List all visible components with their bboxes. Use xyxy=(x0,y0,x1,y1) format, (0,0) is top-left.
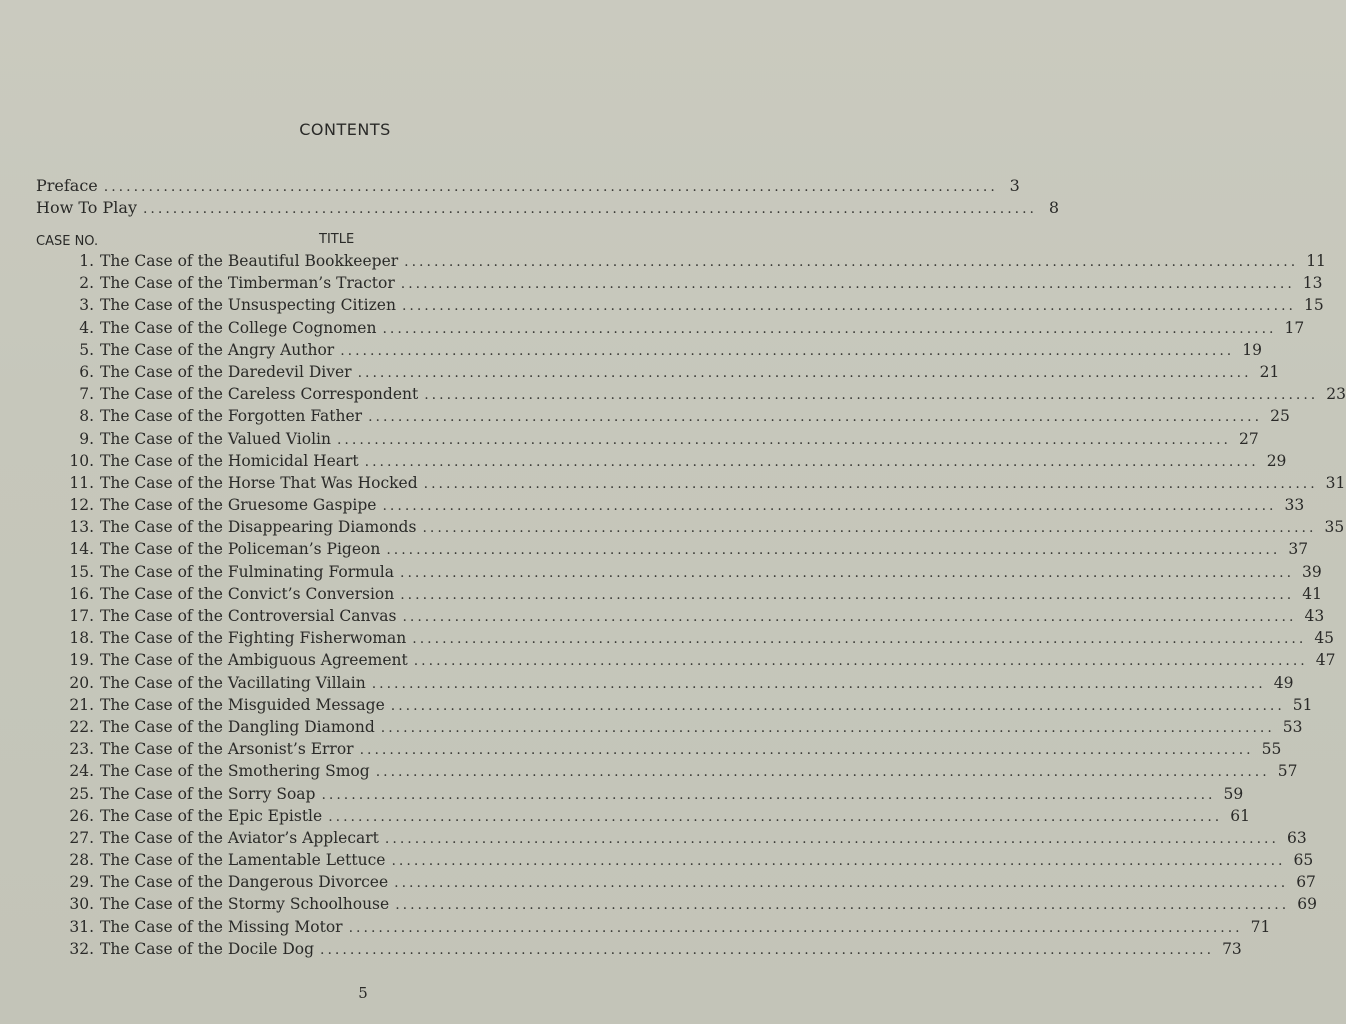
dot-leader: ........................................................................................................................ xyxy=(336,431,1231,448)
case-title: The Case of the Unsuspecting Citizen xyxy=(100,296,396,315)
case-number: 29. xyxy=(69,873,94,892)
dot-leader: ........................................................................................................................ xyxy=(328,808,1223,825)
case-row xyxy=(56,518,1345,540)
case-row xyxy=(56,407,1290,429)
case-title: The Case of the Missing Motor xyxy=(100,917,343,936)
case-row xyxy=(56,851,1314,873)
case-no-header: CASE NO. xyxy=(36,234,99,249)
case-number: 21. xyxy=(69,695,94,714)
dot-leader: ........................................................................................................................ xyxy=(321,786,1216,803)
dot-leader: ........................................................................................................................ xyxy=(371,675,1266,692)
case-number: 1. xyxy=(79,252,94,270)
case-title: The Case of the Angry Author xyxy=(100,340,335,359)
case-page: 41 xyxy=(1302,584,1322,603)
case-title: The Case of the Dangerous Divorcee xyxy=(100,873,389,892)
case-number: 30. xyxy=(69,895,94,914)
case-page: 23 xyxy=(1326,385,1346,404)
case-number: 14. xyxy=(69,540,94,559)
case-title: The Case of the Beautiful Bookkeeper xyxy=(100,252,399,270)
dot-leader: ........................................................................................................................ xyxy=(320,941,1215,958)
case-title: The Case of the Lamentable Lettuce xyxy=(100,851,386,870)
case-row xyxy=(56,473,1346,496)
case-page: 45 xyxy=(1314,629,1335,648)
case-number: 8. xyxy=(79,407,94,426)
dot-leader: ........................................................................................................................ xyxy=(402,609,1297,625)
case-title: The Case of the Gruesome Gaspipe xyxy=(100,496,377,515)
case-page: 63 xyxy=(1286,828,1307,847)
case-row xyxy=(56,784,1244,807)
case-number: 19. xyxy=(69,651,94,670)
dot-leader: ........................................................................................................................ xyxy=(400,276,1295,293)
case-row xyxy=(56,385,1346,407)
case-number: 3. xyxy=(79,296,94,315)
dot-leader: ........................................................................................................................ xyxy=(390,697,1285,714)
front-matter-list xyxy=(36,176,1060,220)
case-number: 31. xyxy=(69,917,94,936)
case-number: 6. xyxy=(79,362,94,381)
case-page: 61 xyxy=(1230,806,1250,825)
case-page: 19 xyxy=(1242,340,1262,359)
case-page: 13 xyxy=(1302,274,1323,293)
dot-leader: ........................................................................................................................ xyxy=(103,179,998,195)
case-row xyxy=(56,651,1336,673)
case-title: The Case of the Misguided Message xyxy=(100,695,385,714)
case-page: 37 xyxy=(1288,540,1309,559)
case-row xyxy=(56,740,1282,762)
case-page: 21 xyxy=(1259,362,1280,381)
case-title: The Case of the Vacillating Villain xyxy=(100,673,366,692)
case-row xyxy=(56,717,1303,740)
case-page: 31 xyxy=(1325,473,1346,492)
case-title: The Case of the Timberman’s Tractor xyxy=(100,274,395,293)
case-page: 25 xyxy=(1270,407,1290,426)
case-page: 57 xyxy=(1277,762,1298,781)
dot-leader: ........................................................................................................................ xyxy=(340,342,1235,359)
front-matter-page: 3 xyxy=(1009,176,1020,195)
case-page: 15 xyxy=(1303,296,1324,315)
dot-leader: ........................................................................................................................ xyxy=(400,586,1295,603)
dot-leader: ........................................................................................................................ xyxy=(380,719,1275,736)
dot-leader: ........................................................................................................................ xyxy=(423,475,1318,492)
case-number: 7. xyxy=(79,385,94,404)
case-title: The Case of the Stormy Schoolhouse xyxy=(100,895,390,914)
front-matter-page: 8 xyxy=(1048,198,1060,217)
case-row xyxy=(56,806,1250,829)
case-number: 26. xyxy=(69,806,94,825)
case-title: The Case of the Daredevil Diver xyxy=(100,362,352,381)
case-number: 23. xyxy=(69,740,94,759)
page-title: CONTENTS xyxy=(299,120,391,139)
case-row xyxy=(56,584,1322,607)
case-row xyxy=(56,873,1316,895)
case-title: The Case of the Controversial Canvas xyxy=(100,607,397,625)
case-row xyxy=(56,362,1280,385)
case-number: 24. xyxy=(69,762,94,781)
case-number: 17. xyxy=(69,607,94,625)
case-number: 15. xyxy=(69,562,94,581)
case-page: 29 xyxy=(1266,451,1287,470)
case-page: 59 xyxy=(1223,784,1244,803)
case-number: 22. xyxy=(69,717,94,736)
dot-leader: ........................................................................................................................ xyxy=(412,631,1307,648)
case-page: 65 xyxy=(1293,851,1314,870)
title-header: TITLE xyxy=(319,232,355,247)
case-page: 67 xyxy=(1296,873,1316,892)
dot-leader: ........................................................................................................................ xyxy=(357,364,1252,381)
case-row xyxy=(56,451,1287,474)
case-page: 73 xyxy=(1222,939,1242,958)
case-row xyxy=(56,318,1305,341)
case-page: 55 xyxy=(1261,740,1282,759)
dot-leader: ........................................................................................................................ xyxy=(142,201,1038,217)
case-number: 32. xyxy=(69,939,94,958)
case-number: 5. xyxy=(79,340,94,359)
dot-leader: ........................................................................................................................ xyxy=(382,320,1277,337)
case-number: 9. xyxy=(79,429,94,448)
case-row xyxy=(56,252,1326,274)
case-title: The Case of the Valued Violin xyxy=(100,429,331,448)
case-row xyxy=(56,939,1242,962)
case-number: 20. xyxy=(69,673,94,692)
dot-leader: ........................................................................................................................ xyxy=(413,653,1308,670)
case-title: The Case of the Careless Correspondent xyxy=(100,385,419,404)
case-row xyxy=(56,562,1322,585)
case-row xyxy=(56,274,1323,296)
dot-leader: ........................................................................................................................ xyxy=(364,453,1259,470)
case-row xyxy=(56,296,1324,318)
case-title: The Case of the Epic Epistle xyxy=(100,806,323,825)
case-title: The Case of the Smothering Smog xyxy=(100,762,370,781)
case-row xyxy=(56,540,1309,562)
case-title: The Case of the Ambiguous Agreement xyxy=(100,651,408,670)
case-title: The Case of the Dangling Diamond xyxy=(100,717,375,736)
case-number: 11. xyxy=(69,473,94,492)
case-title: The Case of the Fulminating Formula xyxy=(100,562,395,581)
case-page: 51 xyxy=(1292,695,1313,714)
front-matter-label: Preface xyxy=(36,176,98,195)
dot-leader: ........................................................................................................................ xyxy=(394,875,1289,892)
case-row xyxy=(56,429,1259,452)
case-title: The Case of the Horse That Was Hocked xyxy=(100,473,418,492)
case-page: 49 xyxy=(1273,673,1294,692)
case-row xyxy=(56,607,1325,629)
case-title: The Case of the College Cognomen xyxy=(100,318,377,337)
case-number: 27. xyxy=(69,828,94,847)
case-page: 69 xyxy=(1297,895,1317,914)
dot-leader: ........................................................................................................................ xyxy=(401,298,1296,315)
case-number: 4. xyxy=(79,318,94,337)
case-title: The Case of the Arsonist’s Error xyxy=(100,740,354,759)
case-number: 10. xyxy=(69,451,94,470)
case-row xyxy=(56,496,1305,518)
front-matter-item xyxy=(36,176,1020,198)
dot-leader: ........................................................................................................................ xyxy=(386,542,1281,559)
case-row xyxy=(56,828,1307,851)
case-row xyxy=(56,340,1262,363)
case-list xyxy=(56,252,1346,962)
case-number: 25. xyxy=(69,784,94,803)
dot-leader: ........................................................................................................................ xyxy=(382,498,1277,515)
column-headers xyxy=(36,232,658,250)
dot-leader: ........................................................................................................................ xyxy=(422,520,1317,537)
case-page: 47 xyxy=(1315,651,1336,670)
dot-leader: ........................................................................................................................ xyxy=(348,919,1243,936)
case-title: The Case of the Policeman’s Pigeon xyxy=(100,540,381,559)
case-row xyxy=(56,895,1317,917)
case-number: 12. xyxy=(69,496,94,515)
case-number: 2. xyxy=(79,274,94,293)
case-number: 18. xyxy=(69,629,94,648)
case-row xyxy=(56,673,1294,696)
case-title: The Case of the Convict’s Conversion xyxy=(100,584,395,603)
case-row xyxy=(56,629,1335,651)
case-row xyxy=(56,695,1313,718)
front-matter-label: How To Play xyxy=(36,198,137,217)
dot-leader: ........................................................................................................................ xyxy=(368,409,1263,426)
case-row xyxy=(56,917,1271,940)
front-matter-item xyxy=(36,198,1060,220)
dot-leader: ........................................................................................................................ xyxy=(384,830,1279,847)
dot-leader: ........................................................................................................................ xyxy=(424,387,1319,404)
case-title: The Case of the Disappearing Diamonds xyxy=(100,518,417,537)
dot-leader: ........................................................................................................................ xyxy=(391,853,1286,870)
dot-leader: ........................................................................................................................ xyxy=(400,564,1295,581)
dot-leader: ........................................................................................................................ xyxy=(375,764,1270,781)
case-title: The Case of the Aviator’s Applecart xyxy=(100,828,379,847)
case-title: The Case of the Homicidal Heart xyxy=(100,451,359,470)
case-title: The Case of the Fighting Fisherwoman xyxy=(100,629,407,648)
case-page: 17 xyxy=(1284,318,1305,337)
case-page: 53 xyxy=(1282,717,1303,736)
case-page: 43 xyxy=(1304,607,1325,625)
case-page: 33 xyxy=(1284,496,1305,515)
case-number: 16. xyxy=(69,584,94,603)
dot-leader: ........................................................................................................................ xyxy=(359,742,1254,759)
case-row xyxy=(56,762,1298,784)
dot-leader: ........................................................................................................................ xyxy=(404,254,1299,270)
case-title: The Case of the Sorry Soap xyxy=(100,784,316,803)
case-page: 11 xyxy=(1306,252,1326,270)
page-number: 5 xyxy=(358,984,368,1002)
case-page: 27 xyxy=(1239,429,1259,448)
case-title: The Case of the Forgotten Father xyxy=(100,407,363,426)
case-page: 39 xyxy=(1302,562,1322,581)
case-title: The Case of the Docile Dog xyxy=(100,939,315,958)
case-page: 35 xyxy=(1324,518,1345,537)
case-page: 71 xyxy=(1250,917,1271,936)
case-number: 13. xyxy=(69,518,94,537)
dot-leader: ........................................................................................................................ xyxy=(395,897,1290,914)
case-number: 28. xyxy=(69,851,94,870)
